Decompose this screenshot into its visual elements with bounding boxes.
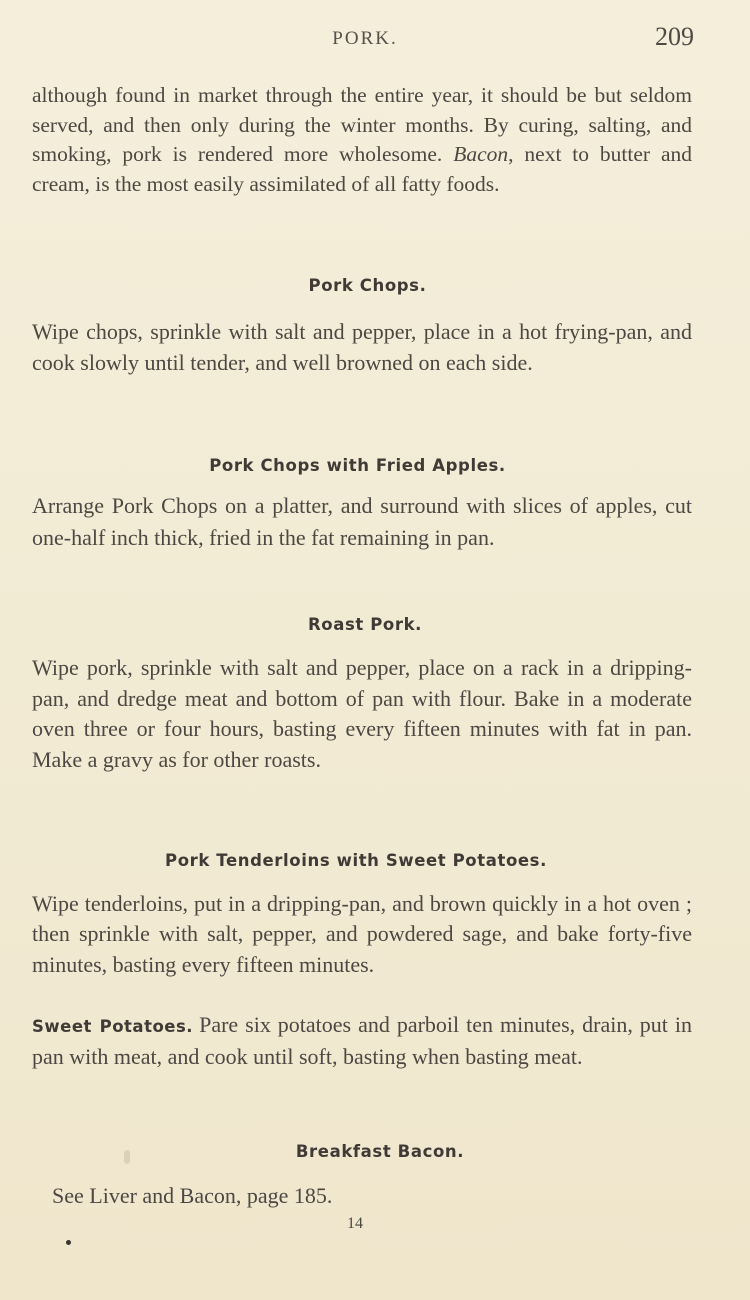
sweet-potatoes-text: Pare six potatoes and parboil ten minutes, drain, put in pan with meat, and cook until soft, basting when basting meat. bbox=[32, 1012, 692, 1070]
signature-mark: 14 bbox=[347, 1215, 363, 1232]
heading-pork-tenderloins: Pork Tenderloins with Sweet Potatoes. bbox=[165, 851, 547, 870]
paragraph-sweet-potatoes bbox=[32, 1010, 692, 1073]
paragraph-roast-pork: Wipe pork, sprinkle with salt and pepper, place on a rack in a dripping-pan, and dredge meat and bottom of pan with flour. Bake in a moderate oven three or four hours, basting every fifteen minutes with fat in pan. Make a gravy as for other roasts. bbox=[32, 655, 692, 772]
paragraph-breakfast-bacon: See Liver and Bacon, page 185. bbox=[52, 1183, 333, 1208]
page-number: 209 bbox=[655, 22, 694, 51]
ink-dot bbox=[66, 1240, 71, 1245]
intro-paragraph bbox=[32, 81, 692, 199]
paragraph-pork-chops: Wipe chops, sprinkle with salt and pepper, place in a hot frying-pan, and cook slowly until tender, and well browned on each side. bbox=[32, 319, 692, 375]
heading-pork-chops-apples: Pork Chops with Fried Apples. bbox=[209, 456, 506, 475]
heading-pork-chops: Pork Chops. bbox=[308, 276, 427, 295]
intro-italic-word: Bacon bbox=[453, 142, 509, 167]
heading-breakfast-bacon: Breakfast Bacon. bbox=[295, 1142, 465, 1161]
intro-text-end: , next to butter and cream, is the most easily assimilated of all fatty foods. bbox=[32, 142, 692, 196]
running-head bbox=[0, 24, 750, 54]
inline-heading-sweet-potatoes: Sweet Potatoes. bbox=[32, 1017, 194, 1036]
paragraph-pork-tenderloins: Wipe tenderloins, put in a dripping-pan, and brown quickly in a hot oven ; then sprinkle with salt, pepper, and powdered sage, and bake forty-five minutes, basting every fifteen minutes. bbox=[32, 891, 692, 977]
chapter-title: PORK. bbox=[332, 28, 398, 49]
paragraph-pork-chops-apples: Arrange Pork Chops on a platter, and surround with slices of apples, cut one-half inch thick, fried in the fat remaining in pan. bbox=[32, 493, 692, 550]
heading-roast-pork: Roast Pork. bbox=[307, 615, 423, 634]
intro-text-start: although found in market through the entire year, it should be but seldom served, and then only during the winter months. By curing, salting, and smoking, pork is rendered more wholesome. bbox=[32, 83, 692, 167]
